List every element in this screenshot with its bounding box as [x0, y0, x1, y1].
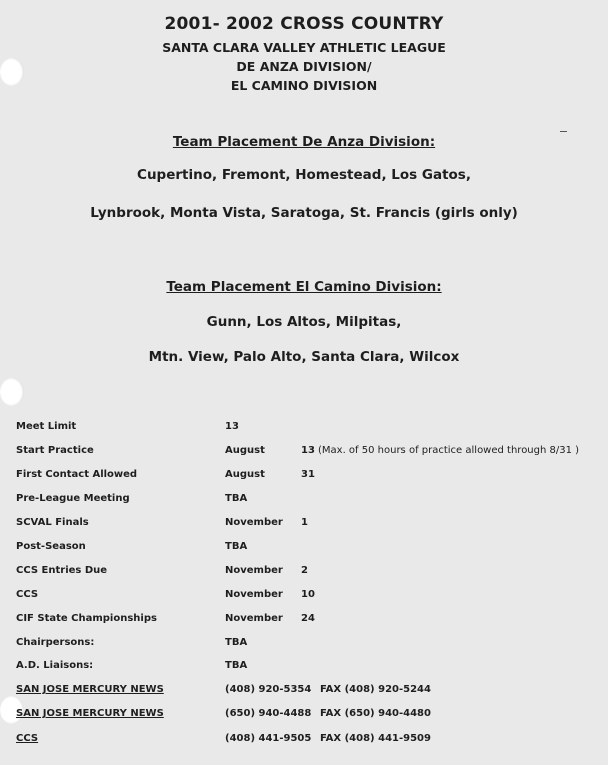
schedule-label: Chairpersons:	[16, 637, 95, 648]
contact-row	[0, 708, 608, 724]
schedule-day: 2	[301, 565, 308, 576]
schedule-day: 24	[301, 613, 315, 624]
schedule-note: (Max. of 50 hours of practice allowed through 8/31 )	[318, 445, 580, 456]
schedule-row-chairpersons	[0, 637, 608, 653]
schedule-label: CIF State Championships	[16, 613, 157, 624]
schedule-value: TBA	[225, 493, 248, 504]
schedule-label: A.D. Liaisons:	[16, 660, 94, 671]
schedule-row-post-season	[0, 541, 608, 557]
contact-label: SAN JOSE MERCURY NEWS	[16, 684, 164, 695]
document-title: 2001- 2002 CROSS COUNTRY	[164, 14, 444, 34]
schedule-row-ccs-entries	[0, 565, 608, 581]
schedule-day: 10	[301, 589, 315, 600]
contact-fax: FAX (408) 920-5244	[320, 684, 431, 695]
schedule-label: Post-Season	[16, 541, 86, 552]
schedule-month: August	[225, 445, 265, 456]
schedule-row-start-practice	[0, 445, 608, 461]
division-name-1: DE ANZA DIVISION/	[236, 59, 372, 74]
schedule-month: November	[225, 517, 283, 528]
contact-fax: FAX (408) 441-9509	[320, 733, 431, 744]
scan-speck	[560, 131, 567, 132]
contact-phone: (408) 441-9505	[225, 733, 312, 744]
schedule-month: November	[225, 589, 283, 600]
de-anza-heading: Team Placement De Anza Division:	[172, 134, 436, 150]
schedule-row-meet-limit	[0, 421, 608, 437]
schedule-value: 13	[225, 421, 239, 432]
schedule-row-ad-liaisons	[0, 660, 608, 676]
schedule-value: TBA	[225, 660, 248, 671]
contact-phone: (408) 920-5354	[225, 684, 312, 695]
schedule-month: August	[225, 469, 265, 480]
de-anza-teams-line-2: Lynbrook, Monta Vista, Saratoga, St. Francis (girls only)	[90, 205, 518, 221]
league-name: SANTA CLARA VALLEY ATHLETIC LEAGUE	[162, 40, 446, 55]
schedule-month: November	[225, 613, 283, 624]
schedule-label: CCS Entries Due	[16, 565, 108, 576]
schedule-value: TBA	[225, 637, 248, 648]
schedule-label: CCS	[16, 589, 39, 600]
schedule-row-pre-league	[0, 493, 608, 509]
el-camino-teams-line-1: Gunn, Los Altos, Milpitas,	[206, 314, 402, 330]
schedule-day: 31	[301, 469, 315, 480]
schedule-day: 1	[301, 517, 308, 528]
schedule-day: 13	[301, 445, 315, 456]
el-camino-heading: Team Placement El Camino Division:	[166, 279, 442, 295]
schedule-month: November	[225, 565, 283, 576]
division-name-2: EL CAMINO DIVISION	[230, 78, 378, 93]
schedule-row-ccs	[0, 589, 608, 605]
schedule-label: Start Practice	[16, 445, 94, 456]
schedule-row-scval-finals	[0, 517, 608, 533]
de-anza-teams-line-1: Cupertino, Fremont, Homestead, Los Gatos,	[137, 167, 471, 183]
schedule-label: First Contact Allowed	[16, 469, 138, 480]
schedule-value: TBA	[225, 541, 248, 552]
punch-hole	[0, 378, 24, 406]
schedule-label: SCVAL Finals	[16, 517, 89, 528]
schedule-row-first-contact	[0, 469, 608, 485]
contact-fax: FAX (650) 940-4480	[320, 708, 431, 719]
contact-row	[0, 684, 608, 700]
contact-label: CCS	[16, 733, 39, 744]
schedule-row-cif-state	[0, 613, 608, 629]
contact-phone: (650) 940-4488	[225, 708, 312, 719]
schedule-label: Pre-League Meeting	[16, 493, 130, 504]
contact-row	[0, 733, 608, 749]
schedule-label: Meet Limit	[16, 421, 77, 432]
el-camino-teams-line-2: Mtn. View, Palo Alto, Santa Clara, Wilcox	[148, 349, 460, 365]
contact-label: SAN JOSE MERCURY NEWS	[16, 708, 164, 719]
